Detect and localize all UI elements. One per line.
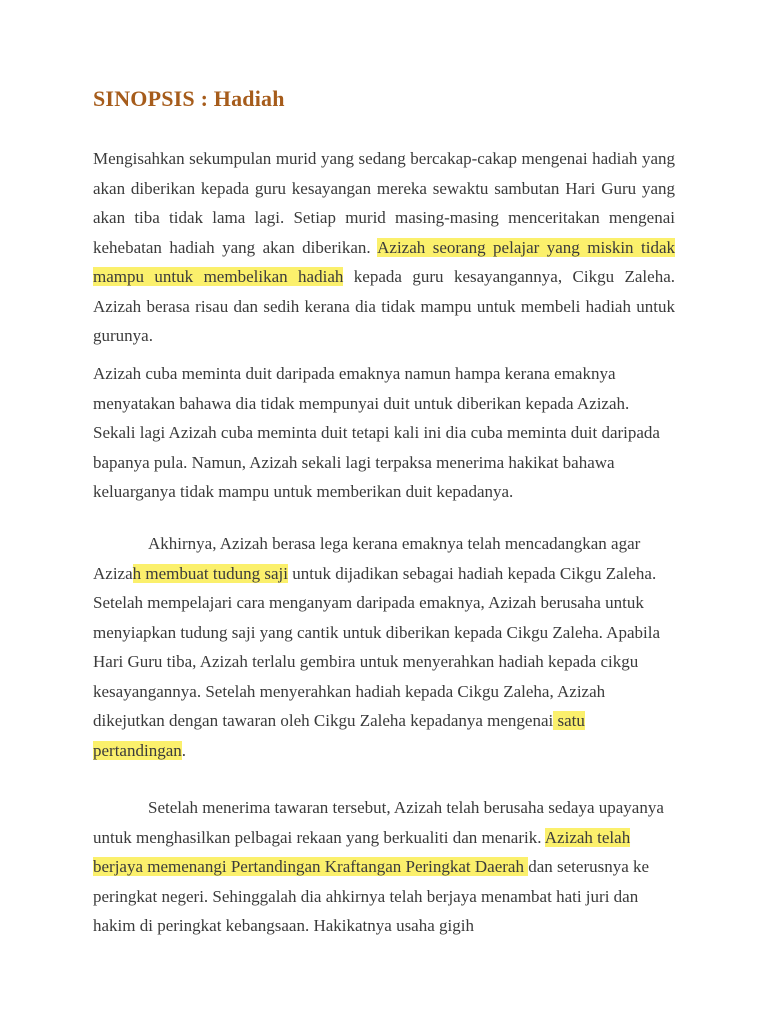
paragraph-2-text: Azizah cuba meminta duit daripada emaknya namun hampa kerana emaknya menyatakan bahawa dia tidak mempunyai duit untuk diberikan kepada Azizah. Sekali lagi Azizah cuba meminta duit tetapi kali ini dia cuba meminta duit daripada bapanya pula. Namun, Azizah sekali lagi terpaksa menerima hakikat bahawa keluarganya tidak mampu untuk memberikan duit kepadanya. xyxy=(93,364,660,501)
paragraph-2 xyxy=(93,359,675,507)
highlighted-text: h membuat tudung saji xyxy=(132,563,288,583)
paragraph-3-text-middle: untuk dijadikan sebagai hadiah kepada Cikgu Zaleha. Setelah mempelajari cara menganyam daripada emaknya, Azizah berusaha untuk menyiapkan tudung saji yang cantik untuk diberikan kepada Cikgu Zaleha. Apabila Hari Guru tiba, Azizah terlalu gembira untuk menyerahkan hadiah kepada cikgu kesayangannya. Setelah menyerahkan hadiah kepada Cikgu Zaleha, Azizah dikejutkan dengan tawaran oleh Cikgu Zaleha kepadanya mengenai xyxy=(93,563,660,730)
highlighted-text: satu pertandingan xyxy=(93,711,585,760)
document-title: SINOPSIS : Hadiah xyxy=(93,86,285,111)
highlighted-text: Azizah seorang pelajar yang miskin tidak mampu untuk membelikan hadiah xyxy=(93,237,675,286)
paragraph-3 xyxy=(93,529,675,765)
paragraph-1-text-end: kepada guru kesayangannya, Cikgu Zaleha. Azizah berasa risau dan sedih kerana dia tidak mampu untuk membeli hadiah untuk gurunya. xyxy=(93,267,675,345)
paragraph-4-text: Setelah menerima tawaran tersebut, Azizah telah berusaha sedaya upayanya untuk menghasilkan pelbagai rekaan yang berkualiti dan menarik. xyxy=(93,798,664,847)
paragraph-4-text-end: dan seterusnya ke peringkat negeri. Sehinggalah dia ahkirnya telah berjaya menambat hati juri dan hakim di peringkat kebangsaan. Hakikatnya usaha gigih xyxy=(93,857,650,935)
paragraph-3-text: Akhirnya, Azizah berasa lega kerana emaknya telah mencadangkan agar Aziza xyxy=(93,534,641,583)
paragraph-3-text-end: . xyxy=(181,740,186,760)
paragraph-1 xyxy=(93,144,675,351)
highlighted-text: Azizah telah berjaya memenangi Pertandingan Kraftangan Peringkat Daerah xyxy=(93,827,631,876)
paragraph-4 xyxy=(93,793,675,941)
paragraph-1-text: Mengisahkan sekumpulan murid yang sedang bercakap-cakap mengenai hadiah yang akan diberikan kepada guru kesayangan mereka sewaktu sambutan Hari Guru yang akan tiba tidak lama lagi. Setiap murid masing-masing menceritakan mengenai kehebatan hadiah yang akan diberikan. xyxy=(93,149,675,257)
